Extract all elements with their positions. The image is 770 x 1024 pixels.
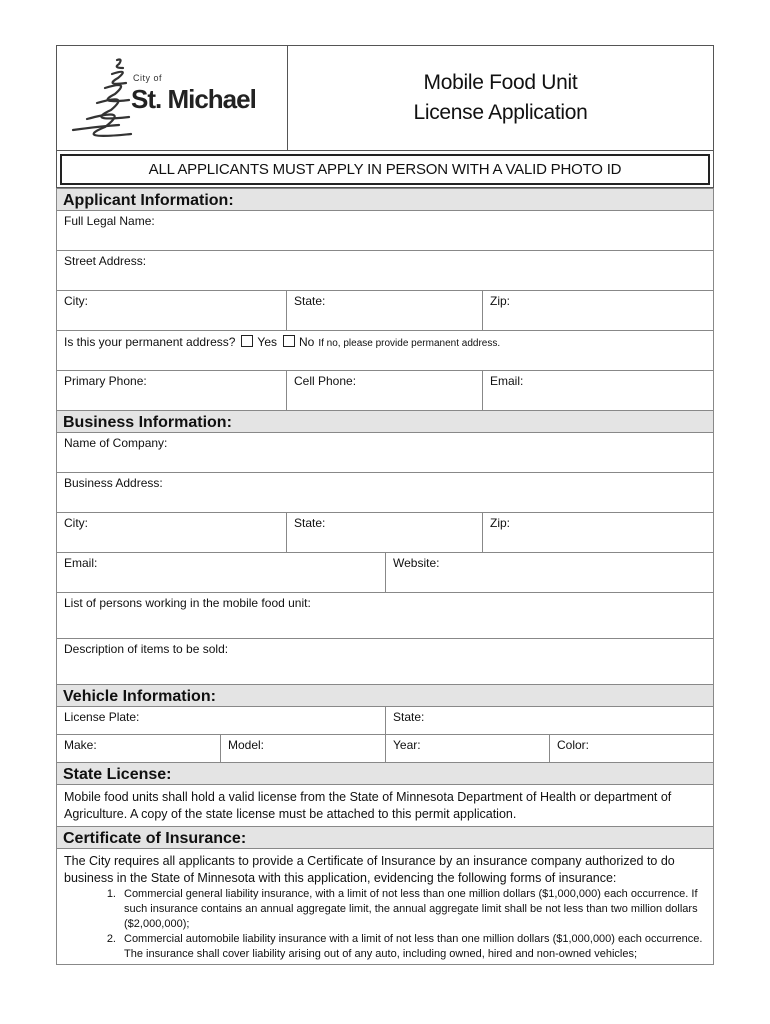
application-form [56, 45, 714, 965]
title-line-2: License Application [413, 101, 588, 124]
website-field[interactable]: Website: [393, 556, 440, 570]
make-field[interactable]: Make: [57, 735, 221, 762]
business-address-field[interactable]: Business Address: [64, 476, 163, 490]
persons-working-field[interactable]: List of persons working in the mobile food unit: [64, 596, 311, 610]
notice-text: ALL APPLICANTS MUST APPLY IN PERSON WITH A VALID PHOTO ID [60, 154, 710, 185]
applicant-zip-field[interactable]: Zip: [490, 294, 511, 308]
items-description-field[interactable]: Description of items to be sold: [64, 642, 229, 656]
street-address-field[interactable]: Street Address: [64, 254, 147, 268]
company-name-field[interactable]: Name of Company: [64, 436, 168, 450]
primary-phone-field[interactable]: Primary Phone: [57, 371, 287, 410]
insurance-intro: The City requires all applicants to provide a Certificate of Insurance by an insurance company authorized to do business in the State of Minnesota with this application, evidencing the following forms of insurance: [64, 854, 675, 885]
cell-phone-field[interactable]: Cell Phone: [287, 371, 483, 410]
business-state-field[interactable]: State: [287, 513, 483, 552]
year-field[interactable]: Year: [386, 735, 550, 762]
insurance-list-item [64, 932, 707, 962]
list-item-text: Commercial automobile liability insurance with a limit of not less than one million dollars ($1,000,000) each occurrence. The insurance shall cover liability arising out of any auto, including owned, hired and non-owned vehicles; [124, 933, 703, 960]
insurance-heading: Certificate of Insurance: [56, 827, 714, 849]
applicant-email-field[interactable]: Email: [490, 374, 524, 388]
model-field[interactable]: Model: [221, 735, 386, 762]
insurance-body [56, 849, 714, 965]
no-checkbox[interactable] [283, 335, 295, 347]
permanent-address-note: If no, please provide permanent address. [318, 338, 501, 349]
state-license-text: Mobile food units shall hold a valid license from the State of Minnesota Department of Health or department of Agriculture. A copy of the state license must be attached to this permit application. [56, 785, 714, 827]
form-title [288, 46, 713, 150]
applicant-section-heading: Applicant Information: [56, 188, 714, 211]
logo-small-text: City of [133, 73, 163, 83]
vehicle-section-heading: Vehicle Information: [56, 685, 714, 707]
form-header [56, 45, 714, 150]
license-plate-field[interactable]: License Plate: [57, 707, 386, 734]
list-item-number: 2. [106, 933, 116, 945]
insurance-list-item [64, 887, 707, 932]
yes-checkbox[interactable] [241, 335, 253, 347]
vehicle-state-field[interactable]: State: [393, 710, 425, 724]
city-logo [57, 46, 288, 150]
state-license-heading: State License: [56, 763, 714, 785]
list-item-number: 1. [106, 888, 116, 900]
permanent-address-question: Is this your permanent address? [64, 335, 236, 349]
title-line-1: Mobile Food Unit [423, 71, 578, 94]
business-city-field[interactable]: City: [57, 513, 287, 552]
applicant-state-field[interactable]: State: [287, 291, 483, 330]
business-zip-field[interactable]: Zip: [490, 516, 511, 530]
applicant-city-field[interactable]: City: [57, 291, 287, 330]
notice-box [56, 150, 714, 188]
yes-label: Yes [257, 335, 277, 349]
business-email-field[interactable]: Email: [57, 553, 386, 592]
permanent-address-row [57, 331, 713, 370]
color-field[interactable]: Color: [557, 738, 590, 752]
full-name-field[interactable]: Full Legal Name: [64, 214, 155, 228]
insurance-list [64, 887, 707, 962]
logo-city-name: St. Michael [131, 84, 256, 114]
list-item-text: Commercial general liability insurance, with a limit of not less than one million dollars ($1,000,000) each occurrence. If such insurance contains an annual aggregate limit, the annual aggregate limit shall be not less than two million dollars ($2,000,000); [124, 888, 698, 930]
business-section-heading: Business Information: [56, 411, 714, 433]
no-label: No [299, 335, 315, 349]
